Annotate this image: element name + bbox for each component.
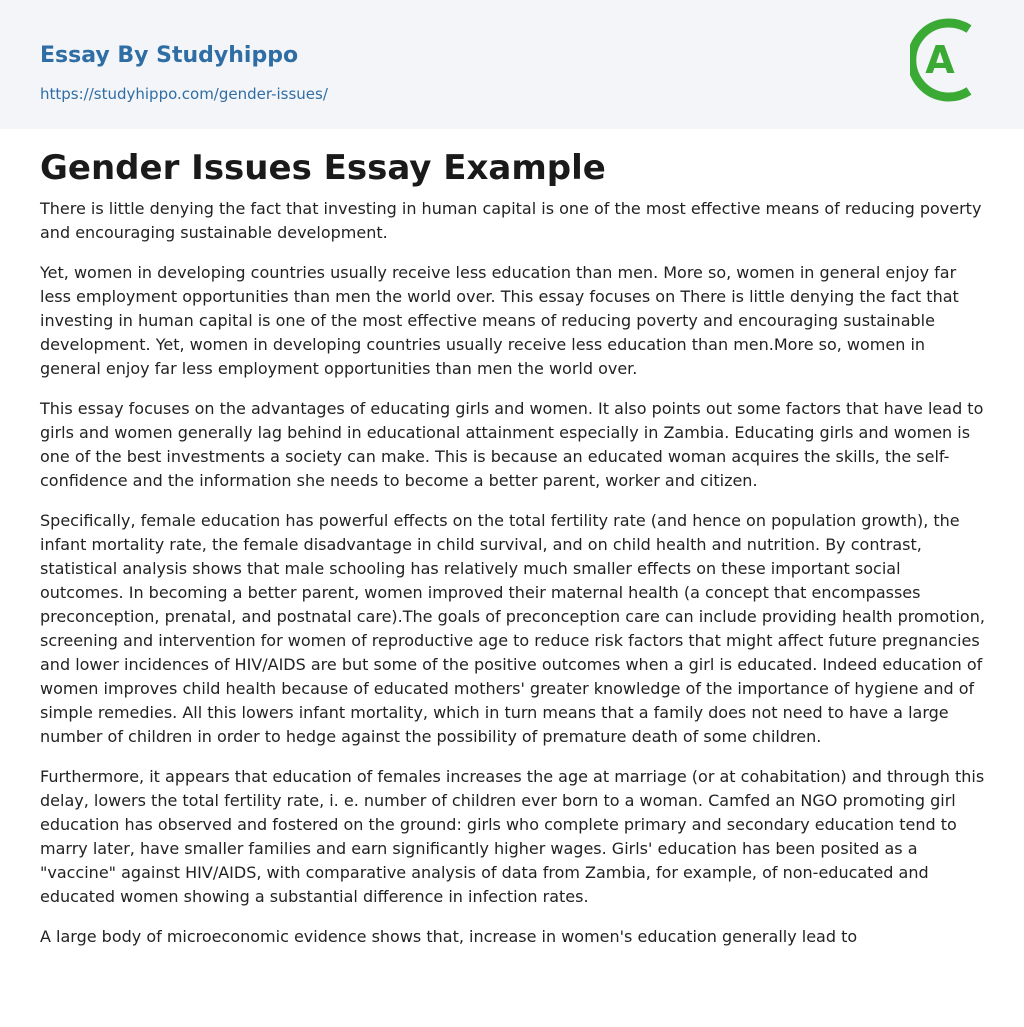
page-title: Gender Issues Essay Example: [40, 148, 606, 188]
logo-letter: A: [925, 38, 955, 82]
paragraph: A large body of microeconomic evidence shows that, increase in women's education generally lead to: [40, 927, 858, 946]
site-header: [0, 0, 1024, 129]
studyhippo-logo-icon[interactable]: [910, 17, 990, 107]
paragraph: Specifically, female education has powerful effects on the total fertility rate (and hence on population growth), the infant mortality rate, the female disadvantage in child survival, and on child health and nutrition. By contrast, statistical analysis shows that male schooling has relatively much smaller effects on these important social outcomes. In becoming a better parent, women improved their maternal health (a concept that encompasses preconception, prenatal, and postnatal care).The goals of preconception care can include providing health promotion, screening and intervention for women of reproductive age to reduce risk factors that might affect future pregnancies and lower incidences of HIV/AIDS are but some of the positive outcomes when a girl is educated. Indeed education of women improves child health because of educated mothers' greater knowledge of the importance of hygiene and of simple remedies. All this lowers infant mortality, which in turn means that a family does not need to have a large number of children in order to hedge against the possibility of premature death of some children.: [40, 511, 985, 746]
paragraph: This essay focuses on the advantages of educating girls and women. It also points out some factors that have lead to girls and women generally lag behind in educational attainment especially in Zambia. Educating girls and women is one of the best investments a society can make. This is because an educated woman acquires the skills, the self-confidence and the information she needs to become a better parent, worker and citizen.: [40, 399, 984, 490]
source-url-link[interactable]: https://studyhippo.com/gender-issues/: [40, 85, 328, 103]
site-title[interactable]: Essay By Studyhippo: [40, 43, 299, 68]
paragraph: Yet, women in developing countries usually receive less education than men. More so, women in general enjoy far less employment opportunities than men the world over. This essay focuses on There is little denying the fact that investing in human capital is one of the most effective means of reducing poverty and encouraging sustainable development. Yet, women in developing countries usually receive less education than men.More so, women in general enjoy far less employment opportunities than men the world over.: [40, 263, 959, 378]
article: [40, 145, 988, 965]
paragraph: Furthermore, it appears that education of females increases the age at marriage (or at cohabitation) and through this delay, lowers the total fertility rate, i. e. number of children ever born to a woman. Camfed an NGO promoting girl education has observed and fostered on the ground: girls who complete primary and secondary education tend to marry later, have smaller families and earn significantly higher wages. Girls' education has been posited as a "vaccine" against HIV/AIDS, with comparative analysis of data from Zambia, for example, of non-educated and educated women showing a substantial difference in infection rates.: [40, 767, 985, 906]
paragraph: There is little denying the fact that investing in human capital is one of the most effective means of reducing poverty and encouraging sustainable development.: [40, 199, 982, 242]
